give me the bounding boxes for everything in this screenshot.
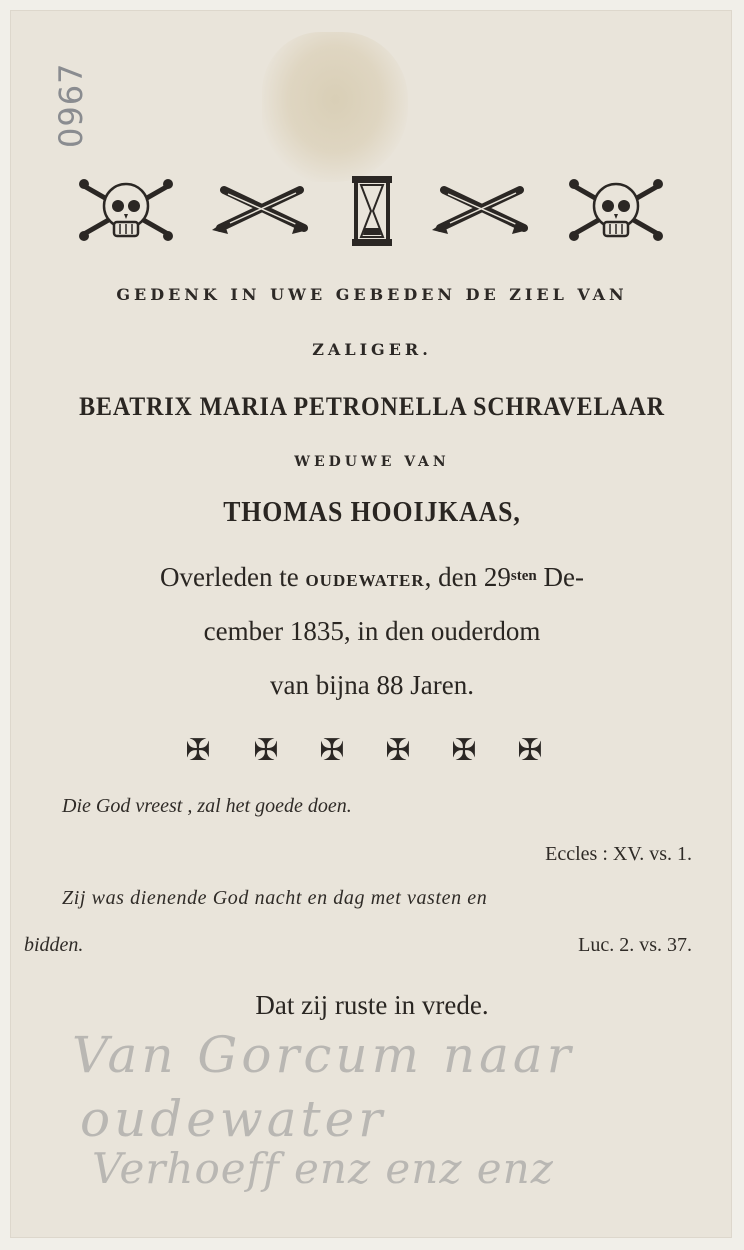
verse-2-reference: Luc. 2. vs. 37. [578, 934, 692, 956]
crossed-torches-icon [210, 176, 314, 242]
verse-1-reference: Eccles : XV. vs. 1. [545, 843, 692, 865]
hourglass-icon [350, 176, 394, 246]
deceased-name: BEATRIX MARIA PETRONELLA SCHRAVELAAR [79, 392, 665, 421]
relation-label: WEDUWE VAN [294, 454, 450, 470]
cross-pattee-icon: ✠ [385, 733, 411, 768]
verse-2-text-a: Zij was dienende God nacht en dag met vasten en [62, 887, 488, 909]
cross-row [182, 735, 562, 769]
paper-stain [262, 32, 408, 182]
death-line-1 [0, 562, 744, 593]
header-line-1: GEDENK IN UWE GEBEDEN DE ZIEL VAN [116, 285, 628, 304]
cross-pattee-icon: ✠ [253, 733, 279, 768]
skull-crossbones-icon [566, 176, 666, 242]
emblem-row [60, 176, 684, 262]
header-line-2: ZALIGER. [312, 340, 432, 359]
verse-2-text-b: bidden. [24, 934, 84, 956]
death-line-3: van bijna 88 Jaren. [270, 670, 474, 700]
crossed-torches-icon [430, 176, 534, 242]
skull-crossbones-icon [76, 176, 176, 242]
death-text-c: De- [536, 562, 584, 592]
handwritten-line-3: Verhoeff enz enz enz [92, 1144, 554, 1193]
death-text-a: Overleden te [160, 562, 299, 592]
cross-pattee-icon: ✠ [185, 733, 211, 768]
spouse-name: THOMAS HOOIJKAAS, [223, 497, 521, 528]
handwritten-line-2: oudewater [80, 1090, 387, 1148]
death-place: OUDEWATER [305, 571, 425, 590]
cross-pattee-icon: ✠ [451, 733, 477, 768]
verse-1-text: Die God vreest , zal het goede doen. [62, 795, 352, 817]
death-line-2: cember 1835, in den ouderdom [203, 616, 541, 646]
catalog-number: 0967 [52, 62, 90, 148]
cross-pattee-icon: ✠ [319, 733, 345, 768]
handwritten-line-1: Van Gorcum naar [72, 1026, 575, 1084]
closing-line: Dat zij ruste in vrede. [255, 990, 489, 1020]
death-day-suffix: sten [510, 568, 537, 584]
cross-pattee-icon: ✠ [517, 733, 543, 768]
death-text-b: , den 29 [424, 562, 511, 592]
